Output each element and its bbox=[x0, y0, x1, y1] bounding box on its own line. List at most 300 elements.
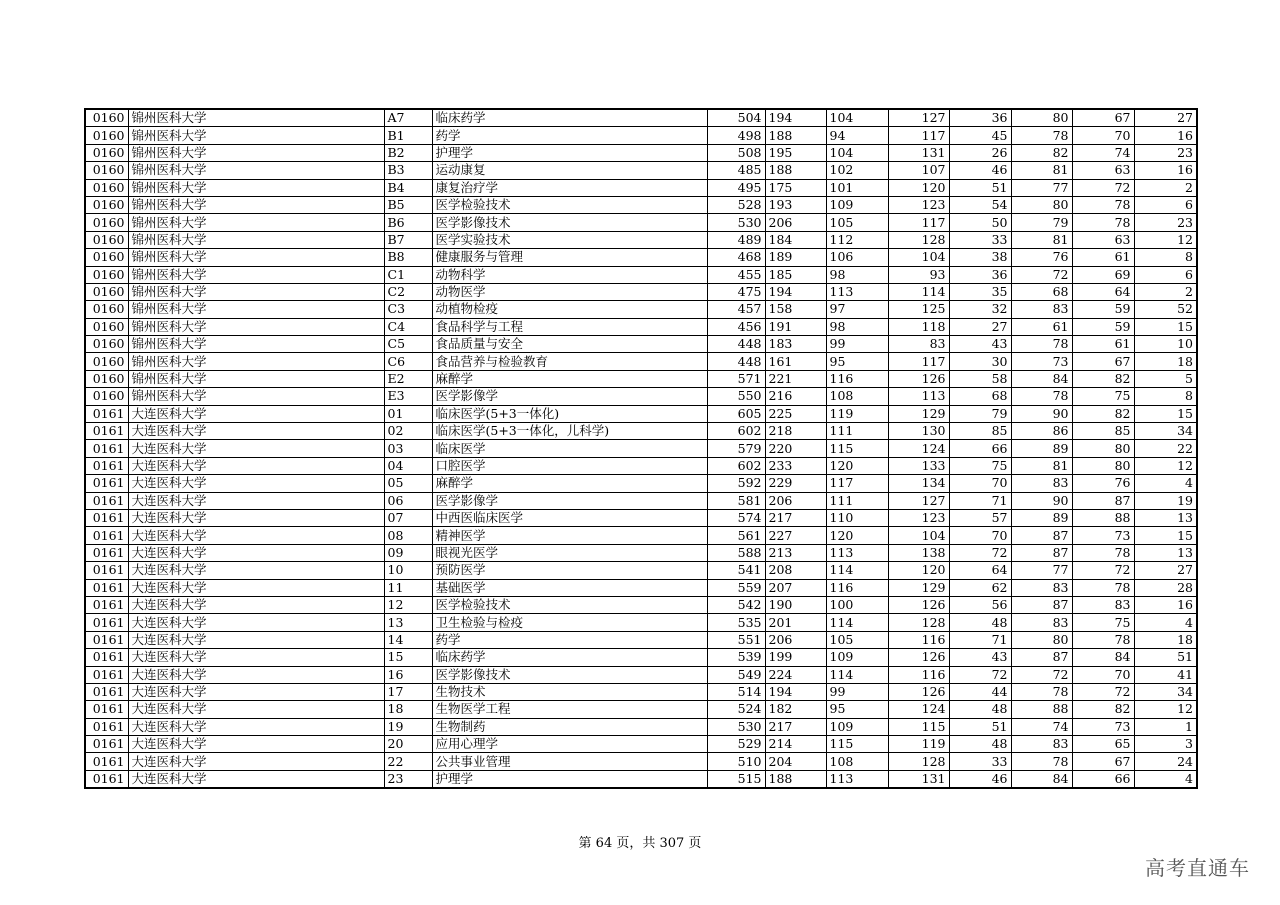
major-name-cell: 医学实验技术 bbox=[432, 231, 707, 248]
school-code-cell: 0160 bbox=[85, 231, 128, 248]
col-7-cell: 98 bbox=[826, 318, 888, 335]
school-code-cell: 0161 bbox=[85, 457, 128, 474]
col-5-cell: 561 bbox=[707, 527, 765, 544]
col-10-cell: 61 bbox=[1011, 318, 1072, 335]
major-code-cell: C5 bbox=[384, 336, 432, 353]
school-code-cell: 0160 bbox=[85, 370, 128, 387]
table-row bbox=[85, 353, 1197, 370]
table-row bbox=[85, 475, 1197, 492]
major-code-cell: 11 bbox=[384, 579, 432, 596]
col-10-cell: 80 bbox=[1011, 631, 1072, 648]
table-row bbox=[85, 666, 1197, 683]
major-name-cell: 健康服务与管理 bbox=[432, 249, 707, 266]
school-code-cell: 0161 bbox=[85, 753, 128, 770]
col-7-cell: 115 bbox=[826, 736, 888, 753]
major-name-cell: 卫生检验与检疫 bbox=[432, 614, 707, 631]
col-7-cell: 114 bbox=[826, 562, 888, 579]
major-code-cell: 18 bbox=[384, 701, 432, 718]
col-9-cell: 56 bbox=[949, 596, 1011, 613]
major-code-cell: B8 bbox=[384, 249, 432, 266]
major-code-cell: 14 bbox=[384, 631, 432, 648]
school-name-cell: 锦州医科大学 bbox=[128, 283, 384, 300]
school-code-cell: 0161 bbox=[85, 440, 128, 457]
col-6-cell: 207 bbox=[765, 579, 826, 596]
col-6-cell: 227 bbox=[765, 527, 826, 544]
col-8-cell: 129 bbox=[888, 405, 949, 422]
major-name-cell: 公共事业管理 bbox=[432, 753, 707, 770]
major-code-cell: 22 bbox=[384, 753, 432, 770]
col-11-cell: 80 bbox=[1072, 440, 1134, 457]
school-code-cell: 0160 bbox=[85, 127, 128, 144]
major-code-cell: B7 bbox=[384, 231, 432, 248]
school-name-cell: 大连医科大学 bbox=[128, 457, 384, 474]
col-7-cell: 116 bbox=[826, 370, 888, 387]
col-5-cell: 448 bbox=[707, 353, 765, 370]
col-8-cell: 113 bbox=[888, 388, 949, 405]
table-row bbox=[85, 109, 1197, 127]
major-name-cell: 护理学 bbox=[432, 144, 707, 161]
col-12-cell: 3 bbox=[1134, 736, 1197, 753]
col-6-cell: 189 bbox=[765, 249, 826, 266]
col-8-cell: 128 bbox=[888, 231, 949, 248]
col-12-cell: 18 bbox=[1134, 631, 1197, 648]
school-code-cell: 0161 bbox=[85, 631, 128, 648]
school-name-cell: 锦州医科大学 bbox=[128, 162, 384, 179]
col-11-cell: 61 bbox=[1072, 249, 1134, 266]
col-5-cell: 588 bbox=[707, 544, 765, 561]
col-9-cell: 50 bbox=[949, 214, 1011, 231]
major-code-cell: B5 bbox=[384, 196, 432, 213]
table-row bbox=[85, 701, 1197, 718]
col-5-cell: 508 bbox=[707, 144, 765, 161]
col-12-cell: 51 bbox=[1134, 649, 1197, 666]
col-6-cell: 229 bbox=[765, 475, 826, 492]
major-name-cell: 中西医临床医学 bbox=[432, 509, 707, 526]
col-5-cell: 579 bbox=[707, 440, 765, 457]
col-6-cell: 194 bbox=[765, 683, 826, 700]
col-12-cell: 6 bbox=[1134, 266, 1197, 283]
major-name-cell: 麻醉学 bbox=[432, 370, 707, 387]
col-6-cell: 188 bbox=[765, 127, 826, 144]
major-code-cell: 03 bbox=[384, 440, 432, 457]
table-row bbox=[85, 144, 1197, 161]
col-7-cell: 97 bbox=[826, 301, 888, 318]
col-5-cell: 485 bbox=[707, 162, 765, 179]
col-7-cell: 119 bbox=[826, 405, 888, 422]
col-9-cell: 46 bbox=[949, 770, 1011, 788]
col-5-cell: 456 bbox=[707, 318, 765, 335]
col-9-cell: 57 bbox=[949, 509, 1011, 526]
col-10-cell: 90 bbox=[1011, 405, 1072, 422]
major-code-cell: 04 bbox=[384, 457, 432, 474]
school-name-cell: 大连医科大学 bbox=[128, 649, 384, 666]
col-10-cell: 81 bbox=[1011, 231, 1072, 248]
school-code-cell: 0160 bbox=[85, 214, 128, 231]
major-name-cell: 口腔医学 bbox=[432, 457, 707, 474]
col-11-cell: 82 bbox=[1072, 701, 1134, 718]
table-row bbox=[85, 544, 1197, 561]
col-7-cell: 113 bbox=[826, 544, 888, 561]
col-7-cell: 117 bbox=[826, 475, 888, 492]
school-code-cell: 0161 bbox=[85, 405, 128, 422]
school-code-cell: 0160 bbox=[85, 318, 128, 335]
col-11-cell: 78 bbox=[1072, 544, 1134, 561]
col-5-cell: 489 bbox=[707, 231, 765, 248]
major-code-cell: 13 bbox=[384, 614, 432, 631]
col-12-cell: 15 bbox=[1134, 405, 1197, 422]
col-10-cell: 78 bbox=[1011, 388, 1072, 405]
school-name-cell: 锦州医科大学 bbox=[128, 214, 384, 231]
col-11-cell: 78 bbox=[1072, 214, 1134, 231]
col-8-cell: 116 bbox=[888, 631, 949, 648]
col-9-cell: 44 bbox=[949, 683, 1011, 700]
major-code-cell: 19 bbox=[384, 718, 432, 735]
col-6-cell: 225 bbox=[765, 405, 826, 422]
col-5-cell: 530 bbox=[707, 214, 765, 231]
col-12-cell: 16 bbox=[1134, 162, 1197, 179]
col-6-cell: 158 bbox=[765, 301, 826, 318]
table-row bbox=[85, 301, 1197, 318]
col-5-cell: 515 bbox=[707, 770, 765, 788]
col-7-cell: 111 bbox=[826, 492, 888, 509]
school-code-cell: 0161 bbox=[85, 562, 128, 579]
col-10-cell: 84 bbox=[1011, 370, 1072, 387]
col-9-cell: 70 bbox=[949, 475, 1011, 492]
school-code-cell: 0161 bbox=[85, 579, 128, 596]
school-name-cell: 锦州医科大学 bbox=[128, 144, 384, 161]
col-10-cell: 83 bbox=[1011, 475, 1072, 492]
major-name-cell: 护理学 bbox=[432, 770, 707, 788]
major-code-cell: 01 bbox=[384, 405, 432, 422]
major-name-cell: 医学影像学 bbox=[432, 492, 707, 509]
col-10-cell: 88 bbox=[1011, 701, 1072, 718]
col-5-cell: 448 bbox=[707, 336, 765, 353]
major-name-cell: 医学检验技术 bbox=[432, 596, 707, 613]
col-10-cell: 86 bbox=[1011, 423, 1072, 440]
col-6-cell: 233 bbox=[765, 457, 826, 474]
col-6-cell: 185 bbox=[765, 266, 826, 283]
col-11-cell: 75 bbox=[1072, 614, 1134, 631]
col-11-cell: 72 bbox=[1072, 179, 1134, 196]
major-name-cell: 动物科学 bbox=[432, 266, 707, 283]
col-5-cell: 510 bbox=[707, 753, 765, 770]
col-10-cell: 78 bbox=[1011, 753, 1072, 770]
major-name-cell: 生物制药 bbox=[432, 718, 707, 735]
school-name-cell: 大连医科大学 bbox=[128, 770, 384, 788]
school-name-cell: 大连医科大学 bbox=[128, 666, 384, 683]
col-10-cell: 89 bbox=[1011, 440, 1072, 457]
table-row bbox=[85, 614, 1197, 631]
col-5-cell: 550 bbox=[707, 388, 765, 405]
col-8-cell: 127 bbox=[888, 109, 949, 127]
school-code-cell: 0160 bbox=[85, 301, 128, 318]
school-name-cell: 锦州医科大学 bbox=[128, 109, 384, 127]
table-row bbox=[85, 683, 1197, 700]
col-7-cell: 95 bbox=[826, 701, 888, 718]
major-name-cell: 临床医学 bbox=[432, 440, 707, 457]
major-code-cell: C4 bbox=[384, 318, 432, 335]
col-10-cell: 68 bbox=[1011, 283, 1072, 300]
school-code-cell: 0161 bbox=[85, 423, 128, 440]
col-11-cell: 59 bbox=[1072, 301, 1134, 318]
major-code-cell: C3 bbox=[384, 301, 432, 318]
major-name-cell: 眼视光医学 bbox=[432, 544, 707, 561]
col-10-cell: 90 bbox=[1011, 492, 1072, 509]
school-name-cell: 锦州医科大学 bbox=[128, 301, 384, 318]
col-12-cell: 24 bbox=[1134, 753, 1197, 770]
col-10-cell: 78 bbox=[1011, 127, 1072, 144]
col-10-cell: 83 bbox=[1011, 736, 1072, 753]
major-name-cell: 医学影像学 bbox=[432, 388, 707, 405]
col-9-cell: 72 bbox=[949, 666, 1011, 683]
col-8-cell: 116 bbox=[888, 666, 949, 683]
major-code-cell: E3 bbox=[384, 388, 432, 405]
col-11-cell: 78 bbox=[1072, 196, 1134, 213]
major-code-cell: 05 bbox=[384, 475, 432, 492]
col-10-cell: 82 bbox=[1011, 144, 1072, 161]
col-8-cell: 127 bbox=[888, 492, 949, 509]
col-5-cell: 542 bbox=[707, 596, 765, 613]
col-9-cell: 43 bbox=[949, 336, 1011, 353]
col-6-cell: 216 bbox=[765, 388, 826, 405]
col-5-cell: 514 bbox=[707, 683, 765, 700]
col-12-cell: 22 bbox=[1134, 440, 1197, 457]
col-8-cell: 120 bbox=[888, 562, 949, 579]
col-8-cell: 131 bbox=[888, 770, 949, 788]
col-10-cell: 87 bbox=[1011, 649, 1072, 666]
major-code-cell: 15 bbox=[384, 649, 432, 666]
school-code-cell: 0161 bbox=[85, 736, 128, 753]
school-name-cell: 大连医科大学 bbox=[128, 753, 384, 770]
table-row bbox=[85, 179, 1197, 196]
col-8-cell: 133 bbox=[888, 457, 949, 474]
table-row bbox=[85, 770, 1197, 788]
col-7-cell: 108 bbox=[826, 753, 888, 770]
table-row bbox=[85, 423, 1197, 440]
col-7-cell: 99 bbox=[826, 336, 888, 353]
col-9-cell: 71 bbox=[949, 631, 1011, 648]
col-10-cell: 79 bbox=[1011, 214, 1072, 231]
col-6-cell: 220 bbox=[765, 440, 826, 457]
col-7-cell: 102 bbox=[826, 162, 888, 179]
col-11-cell: 66 bbox=[1072, 770, 1134, 788]
col-5-cell: 524 bbox=[707, 701, 765, 718]
school-name-cell: 大连医科大学 bbox=[128, 701, 384, 718]
col-12-cell: 52 bbox=[1134, 301, 1197, 318]
school-code-cell: 0161 bbox=[85, 509, 128, 526]
major-code-cell: C6 bbox=[384, 353, 432, 370]
school-name-cell: 大连医科大学 bbox=[128, 718, 384, 735]
col-7-cell: 104 bbox=[826, 144, 888, 161]
col-9-cell: 36 bbox=[949, 266, 1011, 283]
school-name-cell: 锦州医科大学 bbox=[128, 336, 384, 353]
col-5-cell: 605 bbox=[707, 405, 765, 422]
school-name-cell: 大连医科大学 bbox=[128, 405, 384, 422]
col-8-cell: 93 bbox=[888, 266, 949, 283]
col-6-cell: 182 bbox=[765, 701, 826, 718]
major-code-cell: C2 bbox=[384, 283, 432, 300]
table-row bbox=[85, 370, 1197, 387]
col-10-cell: 84 bbox=[1011, 770, 1072, 788]
col-8-cell: 128 bbox=[888, 753, 949, 770]
col-6-cell: 206 bbox=[765, 492, 826, 509]
col-7-cell: 109 bbox=[826, 196, 888, 213]
col-11-cell: 67 bbox=[1072, 353, 1134, 370]
col-8-cell: 126 bbox=[888, 596, 949, 613]
col-6-cell: 217 bbox=[765, 718, 826, 735]
col-6-cell: 161 bbox=[765, 353, 826, 370]
score-table bbox=[84, 108, 1198, 789]
col-10-cell: 80 bbox=[1011, 196, 1072, 213]
major-name-cell: 临床医学(5+3一体化，儿科学) bbox=[432, 423, 707, 440]
col-8-cell: 120 bbox=[888, 179, 949, 196]
col-9-cell: 85 bbox=[949, 423, 1011, 440]
col-6-cell: 188 bbox=[765, 162, 826, 179]
table-row bbox=[85, 596, 1197, 613]
major-code-cell: B3 bbox=[384, 162, 432, 179]
col-9-cell: 51 bbox=[949, 179, 1011, 196]
col-11-cell: 78 bbox=[1072, 631, 1134, 648]
col-6-cell: 224 bbox=[765, 666, 826, 683]
major-name-cell: 食品质量与安全 bbox=[432, 336, 707, 353]
col-10-cell: 81 bbox=[1011, 162, 1072, 179]
col-8-cell: 130 bbox=[888, 423, 949, 440]
major-name-cell: 医学影像技术 bbox=[432, 666, 707, 683]
col-10-cell: 73 bbox=[1011, 353, 1072, 370]
major-name-cell: 药学 bbox=[432, 127, 707, 144]
major-name-cell: 生物技术 bbox=[432, 683, 707, 700]
major-name-cell: 药学 bbox=[432, 631, 707, 648]
major-name-cell: 动植物检疫 bbox=[432, 301, 707, 318]
col-6-cell: 184 bbox=[765, 231, 826, 248]
col-11-cell: 80 bbox=[1072, 457, 1134, 474]
col-5-cell: 468 bbox=[707, 249, 765, 266]
school-code-cell: 0161 bbox=[85, 718, 128, 735]
col-6-cell: 190 bbox=[765, 596, 826, 613]
col-9-cell: 38 bbox=[949, 249, 1011, 266]
table-row bbox=[85, 318, 1197, 335]
col-12-cell: 13 bbox=[1134, 509, 1197, 526]
col-12-cell: 34 bbox=[1134, 683, 1197, 700]
col-6-cell: 183 bbox=[765, 336, 826, 353]
col-11-cell: 69 bbox=[1072, 266, 1134, 283]
col-10-cell: 80 bbox=[1011, 109, 1072, 127]
school-code-cell: 0160 bbox=[85, 196, 128, 213]
col-8-cell: 104 bbox=[888, 527, 949, 544]
col-11-cell: 61 bbox=[1072, 336, 1134, 353]
table-row bbox=[85, 405, 1197, 422]
col-8-cell: 134 bbox=[888, 475, 949, 492]
col-8-cell: 107 bbox=[888, 162, 949, 179]
col-7-cell: 99 bbox=[826, 683, 888, 700]
col-7-cell: 114 bbox=[826, 666, 888, 683]
col-10-cell: 83 bbox=[1011, 301, 1072, 318]
major-code-cell: 06 bbox=[384, 492, 432, 509]
col-9-cell: 62 bbox=[949, 579, 1011, 596]
col-11-cell: 70 bbox=[1072, 127, 1134, 144]
col-9-cell: 79 bbox=[949, 405, 1011, 422]
table-row bbox=[85, 457, 1197, 474]
col-7-cell: 109 bbox=[826, 649, 888, 666]
col-11-cell: 82 bbox=[1072, 370, 1134, 387]
col-10-cell: 74 bbox=[1011, 718, 1072, 735]
col-9-cell: 30 bbox=[949, 353, 1011, 370]
col-9-cell: 33 bbox=[949, 231, 1011, 248]
table-row bbox=[85, 736, 1197, 753]
table-row bbox=[85, 753, 1197, 770]
col-6-cell: 175 bbox=[765, 179, 826, 196]
major-name-cell: 预防医学 bbox=[432, 562, 707, 579]
col-6-cell: 204 bbox=[765, 753, 826, 770]
col-12-cell: 2 bbox=[1134, 283, 1197, 300]
major-name-cell: 精神医学 bbox=[432, 527, 707, 544]
col-12-cell: 6 bbox=[1134, 196, 1197, 213]
col-6-cell: 218 bbox=[765, 423, 826, 440]
school-name-cell: 大连医科大学 bbox=[128, 562, 384, 579]
col-6-cell: 221 bbox=[765, 370, 826, 387]
watermark-logo: 高考直通车 bbox=[1145, 856, 1250, 880]
major-name-cell: 康复治疗学 bbox=[432, 179, 707, 196]
major-code-cell: 02 bbox=[384, 423, 432, 440]
col-7-cell: 104 bbox=[826, 109, 888, 127]
col-11-cell: 87 bbox=[1072, 492, 1134, 509]
school-name-cell: 锦州医科大学 bbox=[128, 370, 384, 387]
col-12-cell: 12 bbox=[1134, 701, 1197, 718]
col-11-cell: 73 bbox=[1072, 718, 1134, 735]
school-name-cell: 大连医科大学 bbox=[128, 683, 384, 700]
school-name-cell: 大连医科大学 bbox=[128, 631, 384, 648]
col-6-cell: 206 bbox=[765, 631, 826, 648]
col-5-cell: 535 bbox=[707, 614, 765, 631]
school-code-cell: 0160 bbox=[85, 336, 128, 353]
school-name-cell: 锦州医科大学 bbox=[128, 318, 384, 335]
col-6-cell: 193 bbox=[765, 196, 826, 213]
col-9-cell: 27 bbox=[949, 318, 1011, 335]
col-8-cell: 126 bbox=[888, 370, 949, 387]
col-5-cell: 574 bbox=[707, 509, 765, 526]
school-name-cell: 大连医科大学 bbox=[128, 527, 384, 544]
school-code-cell: 0161 bbox=[85, 527, 128, 544]
col-9-cell: 48 bbox=[949, 701, 1011, 718]
col-11-cell: 59 bbox=[1072, 318, 1134, 335]
major-name-cell: 临床药学 bbox=[432, 109, 707, 127]
col-8-cell: 104 bbox=[888, 249, 949, 266]
col-9-cell: 64 bbox=[949, 562, 1011, 579]
col-11-cell: 75 bbox=[1072, 388, 1134, 405]
major-code-cell: B6 bbox=[384, 214, 432, 231]
table-row bbox=[85, 214, 1197, 231]
col-8-cell: 126 bbox=[888, 683, 949, 700]
col-5-cell: 495 bbox=[707, 179, 765, 196]
school-code-cell: 0161 bbox=[85, 683, 128, 700]
school-name-cell: 大连医科大学 bbox=[128, 475, 384, 492]
col-10-cell: 87 bbox=[1011, 527, 1072, 544]
col-10-cell: 87 bbox=[1011, 596, 1072, 613]
col-7-cell: 120 bbox=[826, 457, 888, 474]
school-name-cell: 大连医科大学 bbox=[128, 736, 384, 753]
table-row bbox=[85, 231, 1197, 248]
school-code-cell: 0160 bbox=[85, 266, 128, 283]
school-name-cell: 锦州医科大学 bbox=[128, 353, 384, 370]
col-11-cell: 74 bbox=[1072, 144, 1134, 161]
major-code-cell: 12 bbox=[384, 596, 432, 613]
col-12-cell: 16 bbox=[1134, 127, 1197, 144]
school-code-cell: 0161 bbox=[85, 770, 128, 788]
col-7-cell: 95 bbox=[826, 353, 888, 370]
col-9-cell: 75 bbox=[949, 457, 1011, 474]
col-5-cell: 457 bbox=[707, 301, 765, 318]
table-row bbox=[85, 718, 1197, 735]
